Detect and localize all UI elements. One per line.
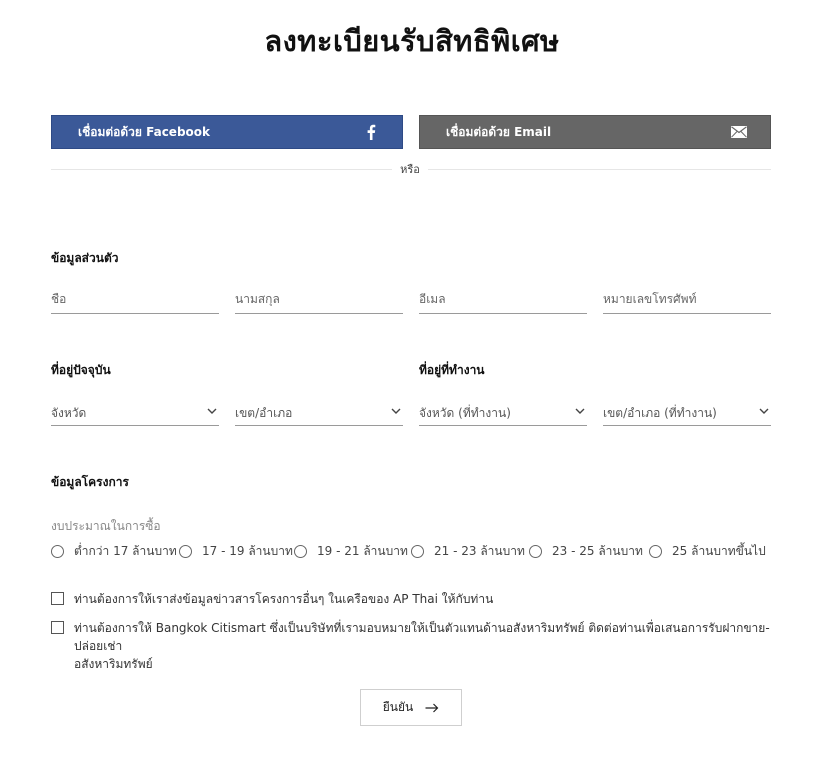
chevron-down-icon [759,406,769,416]
checkbox-box[interactable] [51,621,64,634]
work-address-heading: ที่อยู่ที่ทำงาน [419,363,485,377]
radio-circle[interactable] [529,545,542,558]
work-district-value: เขต/อำเภอ (ที่ทำงาน) [603,406,717,420]
facebook-connect-label: เชื่อมต่อด้วย Facebook [78,124,211,139]
budget-radio-19-21[interactable] [294,542,408,561]
citismart-consent-line-1: ท่านต้องการให้ Bangkok Citismart ซึ่งเป็นบริษัทที่เรามอบหมายให้เป็นตัวแทนด้านอสังหาริมทรัพย์ ติดต่อท่านเพื่อเสนอการรับฝากขาย-ปล่อยเช่า [74,621,770,653]
page-title: ลงทะเบียนรับสิทธิพิเศษ [264,24,560,58]
work-district-select[interactable] [603,400,771,426]
citismart-consent-checkbox[interactable] [51,619,771,673]
home-address-heading: ที่อยู่ปัจจุบัน [51,363,111,377]
submit-button[interactable] [360,689,462,726]
phone-field[interactable] [603,288,771,314]
first-name-input[interactable] [51,292,219,306]
home-province-select[interactable] [51,400,219,426]
budget-option-label: 25 ล้านบาทขึ้นไป [672,544,766,558]
budget-radio-under-17[interactable] [51,542,177,561]
budget-radio-21-23[interactable] [411,542,525,561]
budget-option-label: 17 - 19 ล้านบาท [202,544,293,558]
chevron-down-icon [207,406,217,416]
citismart-consent-label [74,619,771,673]
email-field[interactable] [419,288,587,314]
facebook-connect-button[interactable] [51,115,403,149]
budget-option-label: 19 - 21 ล้านบาท [317,544,408,558]
home-district-select[interactable] [235,400,403,426]
home-district-value: เขต/อำเภอ [235,406,293,420]
project-info-heading: ข้อมูลโครงการ [51,475,129,489]
last-name-field[interactable] [235,288,403,314]
radio-circle[interactable] [649,545,662,558]
envelope-icon [730,124,748,140]
email-connect-label: เชื่อมต่อด้วย Email [446,124,552,139]
radio-circle[interactable] [294,545,307,558]
budget-radio-over-25[interactable] [649,542,766,561]
first-name-field[interactable] [51,288,219,314]
budget-option-label: 23 - 25 ล้านบาท [552,544,643,558]
radio-circle[interactable] [51,545,64,558]
news-consent-checkbox[interactable] [51,590,771,608]
budget-label: งบประมาณในการซื้อ [51,519,161,533]
email-input[interactable] [419,292,587,306]
budget-radio-23-25[interactable] [529,542,643,561]
work-province-select[interactable] [419,400,587,426]
radio-circle[interactable] [411,545,424,558]
facebook-icon [362,124,380,140]
chevron-down-icon [391,406,401,416]
chevron-down-icon [575,406,585,416]
news-consent-label: ท่านต้องการให้เราส่งข้อมูลข่าวสารโครงการอื่นๆ ในเครือของ AP Thai ให้กับท่าน [74,592,494,606]
checkbox-box[interactable] [51,592,64,605]
personal-info-heading: ข้อมูลส่วนตัว [51,251,119,265]
submit-label: ยืนยัน [382,700,414,714]
home-province-value: จังหวัด [51,406,87,420]
work-province-value: จังหวัด (ที่ทำงาน) [419,406,511,420]
or-text: หรือ [392,160,428,178]
last-name-input[interactable] [235,292,403,306]
email-connect-button[interactable] [419,115,771,149]
phone-input[interactable] [603,292,771,306]
budget-option-label: ต่ำกว่า 17 ล้านบาท [74,544,177,558]
radio-circle[interactable] [179,545,192,558]
budget-option-label: 21 - 23 ล้านบาท [434,544,525,558]
budget-radio-17-19[interactable] [179,542,293,561]
citismart-consent-line-2: อสังหาริมทรัพย์ [74,657,153,671]
arrow-right-icon [425,703,439,713]
